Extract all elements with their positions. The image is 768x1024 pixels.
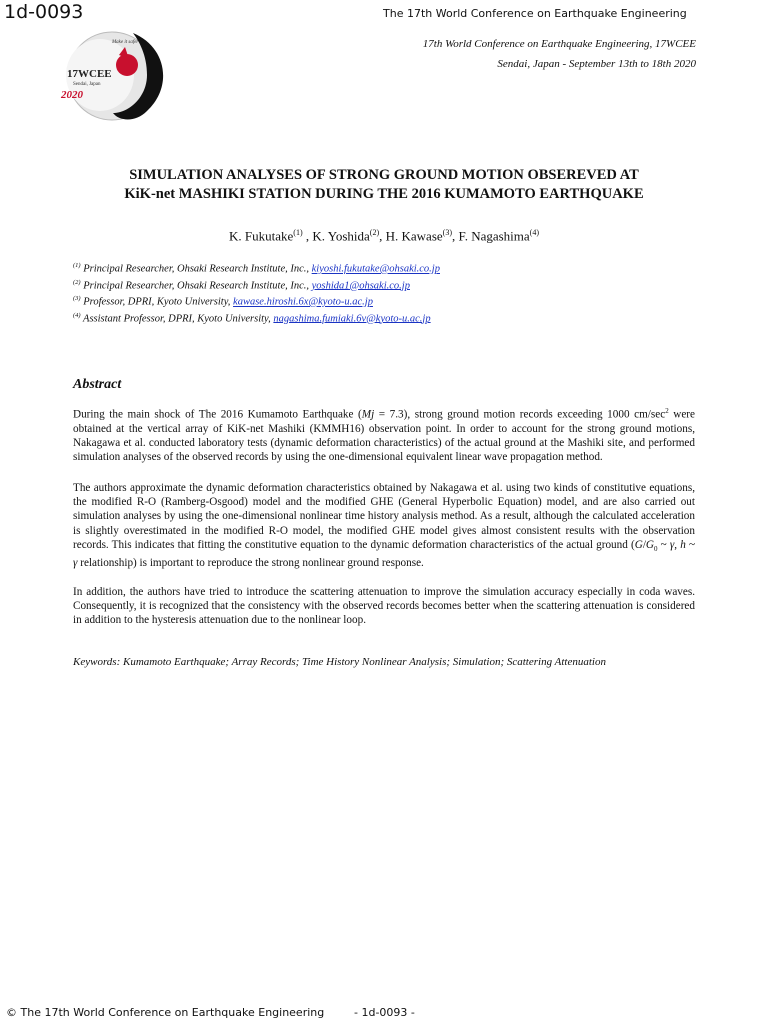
author-name: K. Yoshida	[312, 228, 370, 244]
conference-line-1: 17th World Conference on Earthquake Engineering, 17WCEE	[422, 38, 696, 50]
text-run: relationship) is important to reproduce the strong nonlinear ground response.	[77, 557, 424, 570]
text-run: 2	[665, 407, 669, 415]
email-link[interactable]: yoshida1@ohsaki.co.jp	[311, 280, 410, 291]
paper-title	[60, 166, 708, 204]
abstract-heading: Abstract	[73, 377, 122, 392]
text-run: G	[645, 538, 655, 551]
affiliation-item	[73, 292, 440, 309]
text-run: were obtained at the vertical array of KiK-net Mashiki (KMMH16) observation point. In order to account for the strong ground motions, Nakagawa et al. conducted laboratory tests (dynamic deformation characteristics) of the actual ground at the Mashiki site, and performed simulation analyses of the observed records by using the one-dimensional equivalent linear wave propagation method.	[73, 408, 695, 464]
affiliation-text: Principal Researcher, Ohsaki Research Institute, Inc.,	[83, 280, 312, 291]
footer-copyright: © The 17th World Conference on Earthquake Engineering	[6, 1006, 325, 1019]
author-mark: (3)	[442, 228, 452, 237]
text-run: h	[680, 538, 686, 551]
text-run: G	[634, 538, 643, 551]
email-link[interactable]: nagashima.fumiaki.6v@kyoto-u.ac.jp	[273, 313, 431, 324]
text-run: γ	[73, 557, 78, 570]
paper-id: 1d-0093	[4, 1, 84, 23]
author-mark: (2)	[369, 228, 380, 237]
email-link[interactable]: kiyoshi.fukutake@ohsaki.co.jp	[311, 263, 440, 275]
affiliation-mark: (4)	[73, 311, 81, 319]
text-run: ~	[657, 538, 670, 551]
affiliation-item	[73, 276, 440, 293]
email-link[interactable]: kawase.hiroshi.6x@kyoto-u.ac.jp	[233, 296, 373, 308]
logo-place: Sendai, Japan	[73, 82, 101, 87]
affiliation-text: Assistant Professor, DPRI, Kyoto University,	[83, 313, 274, 324]
text-run: γ	[669, 538, 675, 551]
affiliation-item	[73, 309, 440, 326]
author-list: K. Fukutake$^{(1)}$ , K. Yoshida$^{(2)}$, H. Kawase$^{(3)}$, F. Nagashima$^{(4)}$	[229, 228, 539, 244]
affiliations	[73, 259, 440, 325]
author-name: H. Kawase	[385, 228, 443, 244]
logo-name: 17WCEE	[67, 68, 112, 80]
affiliation-item	[73, 259, 440, 276]
text-run: ,	[674, 538, 681, 551]
title-line-2: KiK-net MASHIKI STATION DURING THE 2016 KUMAMOTO EARTHQUAKE	[124, 186, 644, 202]
conference-line-2: Sendai, Japan - September 13th to 18th 2020	[497, 58, 696, 70]
author-mark: (1)	[293, 228, 303, 237]
abstract-paragraph-1	[73, 404, 695, 465]
text-run: 0	[654, 545, 658, 554]
text-run: The authors approximate the dynamic deformation characteristics obtained by Nakagawa et al. using two kinds of constitutive equations, the modified R-O (Ramberg-Osgood) model and the modified GHE (General Hyperbolic Equation) model, and are also carried out simulation analyses by using the one-dimensional nonlinear time history analysis method. As a result, although the calculated acceleration is slightly overestimated in the modified R-O model, the modified GHE model gives almost consistent results with the observation records. This indicates that fitting the constitutive equation to the dynamic deformation characteristics of the actual ground (	[73, 482, 695, 551]
affiliation-mark: (3)	[73, 295, 81, 302]
affiliation-mark: (1)	[73, 262, 81, 269]
affiliation-mark: (2)	[73, 278, 81, 286]
conference-header: The 17th World Conference on Earthquake Engineering	[383, 7, 687, 20]
footer-page: - 1d-0093 -	[354, 1006, 415, 1019]
abstract-paragraph-2: The authors approximate the dynamic deformation characteristics obtained by Nakagawa et al. using two kinds of constitutive equations, the modified R-O (Ramberg-Osgood) model and the modified GHE (General Hyperbolic Equation) model, and are also carried out simulation analyses by using the one-dimensional nonlinear time history analysis method. As a result, although the calculated acceleration is slightly overestimated in the modified R-O model, the modified GHE model gives almost consistent results with the observation records. This indicates that fitting the constitutive equation to the dynamic deformation characteristics of the actual ground ($G/G_0$ ~ γ, h ~ γ relationship) is important to reproduce the strong nonlinear ground response.	[73, 482, 696, 570]
affiliation-text: Professor, DPRI, Kyoto University,	[83, 296, 234, 308]
abstract-paragraph-3: In addition, the authors have tried to introduce the scattering attenuation to improve the simulation accuracy especially in coda waves. Consequently, it is recognized that the consistency with the observed records becomes better when the scattering attenuation is considered in addition to the hysteresis attenuation due to the nonlinear loop.	[73, 586, 695, 627]
author-mark: (4)	[529, 228, 539, 237]
conference-info	[423, 34, 696, 74]
affiliation-text: Principal Researcher, Ohsaki Research Institute, Inc.,	[83, 263, 312, 275]
text-run: ~	[685, 538, 696, 551]
text-run: During the main shock of The 2016 Kumamoto Earthquake (	[73, 408, 362, 421]
logo-year: 2020	[61, 89, 83, 101]
logo-tagline: Make it safer	[112, 40, 139, 45]
author-name: K. Fukutake	[229, 228, 294, 244]
text-run: = 7.3), strong ground motion records exceeding 1000 cm/sec	[374, 408, 666, 421]
text-run: Mj	[361, 408, 375, 421]
title-line-1: SIMULATION ANALYSES OF STRONG GROUND MOTION OBSEREVED AT	[129, 167, 639, 183]
keywords: Keywords: Kumamoto Earthquake; Array Records; Time History Nonlinear Analysis; Simulation; Scattering Attenuation	[73, 656, 606, 668]
author-name: F. Nagashima	[458, 228, 530, 244]
wcee-logo	[55, 25, 175, 127]
